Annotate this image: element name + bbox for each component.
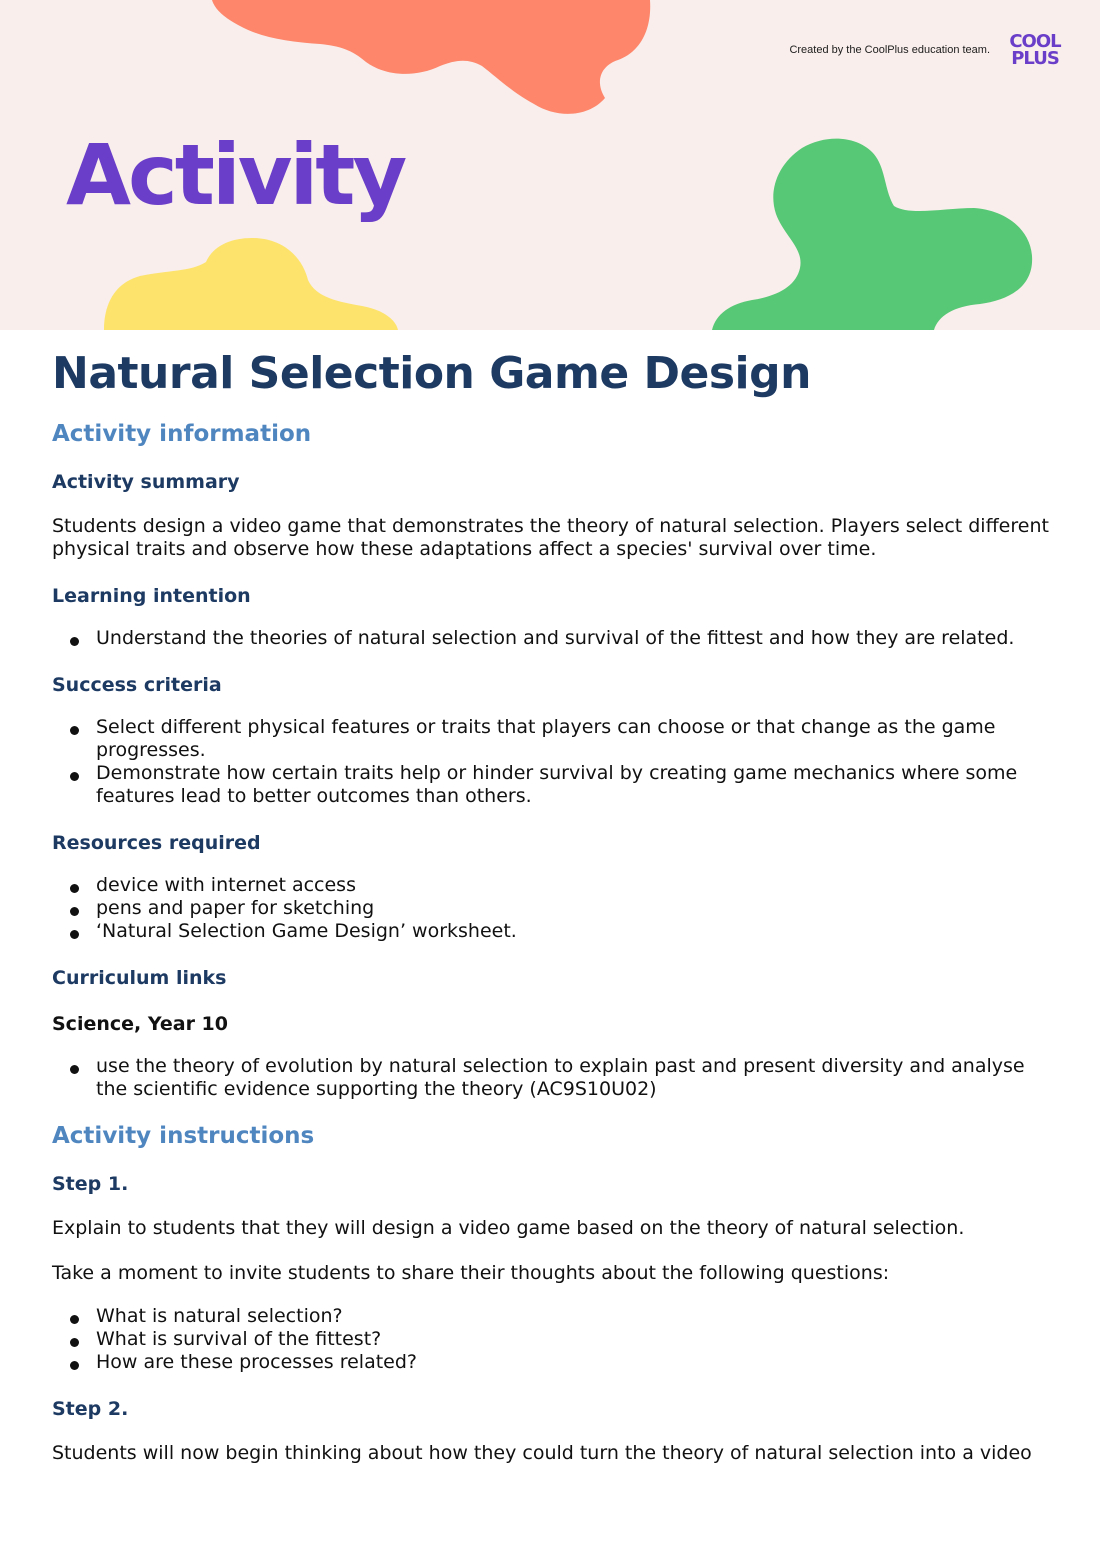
list-item (52, 762, 1052, 808)
list-item (52, 1351, 1052, 1374)
yellow-blob (104, 238, 398, 330)
credit-text: Created by the CoolPlus education team. (789, 44, 990, 56)
green-blob (712, 139, 1032, 330)
list-item-text: ‘Natural Selection Game Design’ worksheet. (96, 920, 517, 942)
coolplus-logo (1003, 33, 1067, 67)
bullet-icon (70, 930, 79, 939)
coral-blob (212, 0, 650, 114)
list-item (52, 1055, 1052, 1101)
curriculum-list (52, 1055, 1052, 1101)
logo-line-2: PLUS (1011, 48, 1059, 69)
bullet-icon (70, 637, 79, 646)
list-item-text: pens and paper for sketching (96, 897, 375, 919)
bullet-icon (70, 772, 79, 781)
list-item (52, 897, 1052, 920)
step-1-prompt: Take a moment to invite students to share their thoughts about the following questions: (52, 1262, 890, 1284)
list-item-text: Select different physical features or traits that players can choose or that change as the game progresses. (96, 716, 996, 761)
header-banner (0, 0, 1100, 330)
list-item-text: device with internet access (96, 874, 356, 896)
resources-list (52, 874, 1052, 943)
document-body (52, 348, 1052, 1465)
list-item-text: What is survival of the fittest? (96, 1328, 382, 1350)
bullet-icon (70, 1315, 79, 1324)
step-1-questions (52, 1305, 1052, 1374)
list-item-text: Understand the theories of natural selection and survival of the fittest and how they are related. (96, 627, 1015, 649)
document-title: Natural Selection Game Design (52, 348, 811, 399)
list-item (52, 874, 1052, 897)
list-item (52, 1305, 1052, 1328)
bullet-icon (70, 1361, 79, 1370)
curriculum-subject: Science, Year 10 (52, 1013, 229, 1035)
step-2-heading: Step 2. (52, 1398, 129, 1420)
curriculum-links-heading: Curriculum links (52, 967, 227, 989)
section-activity-instructions: Activity instructions (52, 1123, 315, 1149)
learning-intention-heading: Learning intention (52, 585, 251, 607)
step-1-heading: Step 1. (52, 1173, 129, 1195)
logo-line-1: COOL (1009, 31, 1061, 52)
step-1-text: Explain to students that they will design a video game based on the theory of natural selection. (52, 1217, 965, 1239)
list-item-text: Demonstrate how certain traits help or hinder survival by creating game mechanics where some features lead to better outcomes than others. (96, 762, 1018, 807)
activity-summary-text: Students design a video game that demonstrates the theory of natural selection. Players select different physical traits and observe how these adaptations affect a species' survival over time. (52, 515, 1049, 560)
list-item (52, 920, 1052, 943)
bullet-icon (70, 907, 79, 916)
list-item-text: What is natural selection? (96, 1305, 343, 1327)
learning-intention-list (52, 627, 1052, 650)
banner-title: Activity (66, 126, 405, 224)
bullet-icon (70, 1338, 79, 1347)
section-activity-information: Activity information (52, 421, 312, 447)
bullet-icon (70, 1065, 79, 1074)
list-item (52, 627, 1052, 650)
step-2-text: Students will now begin thinking about how they could turn the theory of natural selection into a video (52, 1442, 1032, 1464)
bullet-icon (70, 884, 79, 893)
success-criteria-heading: Success criteria (52, 674, 222, 696)
success-criteria-list (52, 716, 1052, 808)
list-item (52, 716, 1052, 762)
resources-required-heading: Resources required (52, 832, 261, 854)
list-item (52, 1328, 1052, 1351)
list-item-text: use the theory of evolution by natural selection to explain past and present diversity and analyse the scientific evidence supporting the theory (AC9S10U02) (96, 1055, 1025, 1100)
bullet-icon (70, 726, 79, 735)
activity-summary-heading: Activity summary (52, 471, 240, 493)
list-item-text: How are these processes related? (96, 1351, 417, 1373)
